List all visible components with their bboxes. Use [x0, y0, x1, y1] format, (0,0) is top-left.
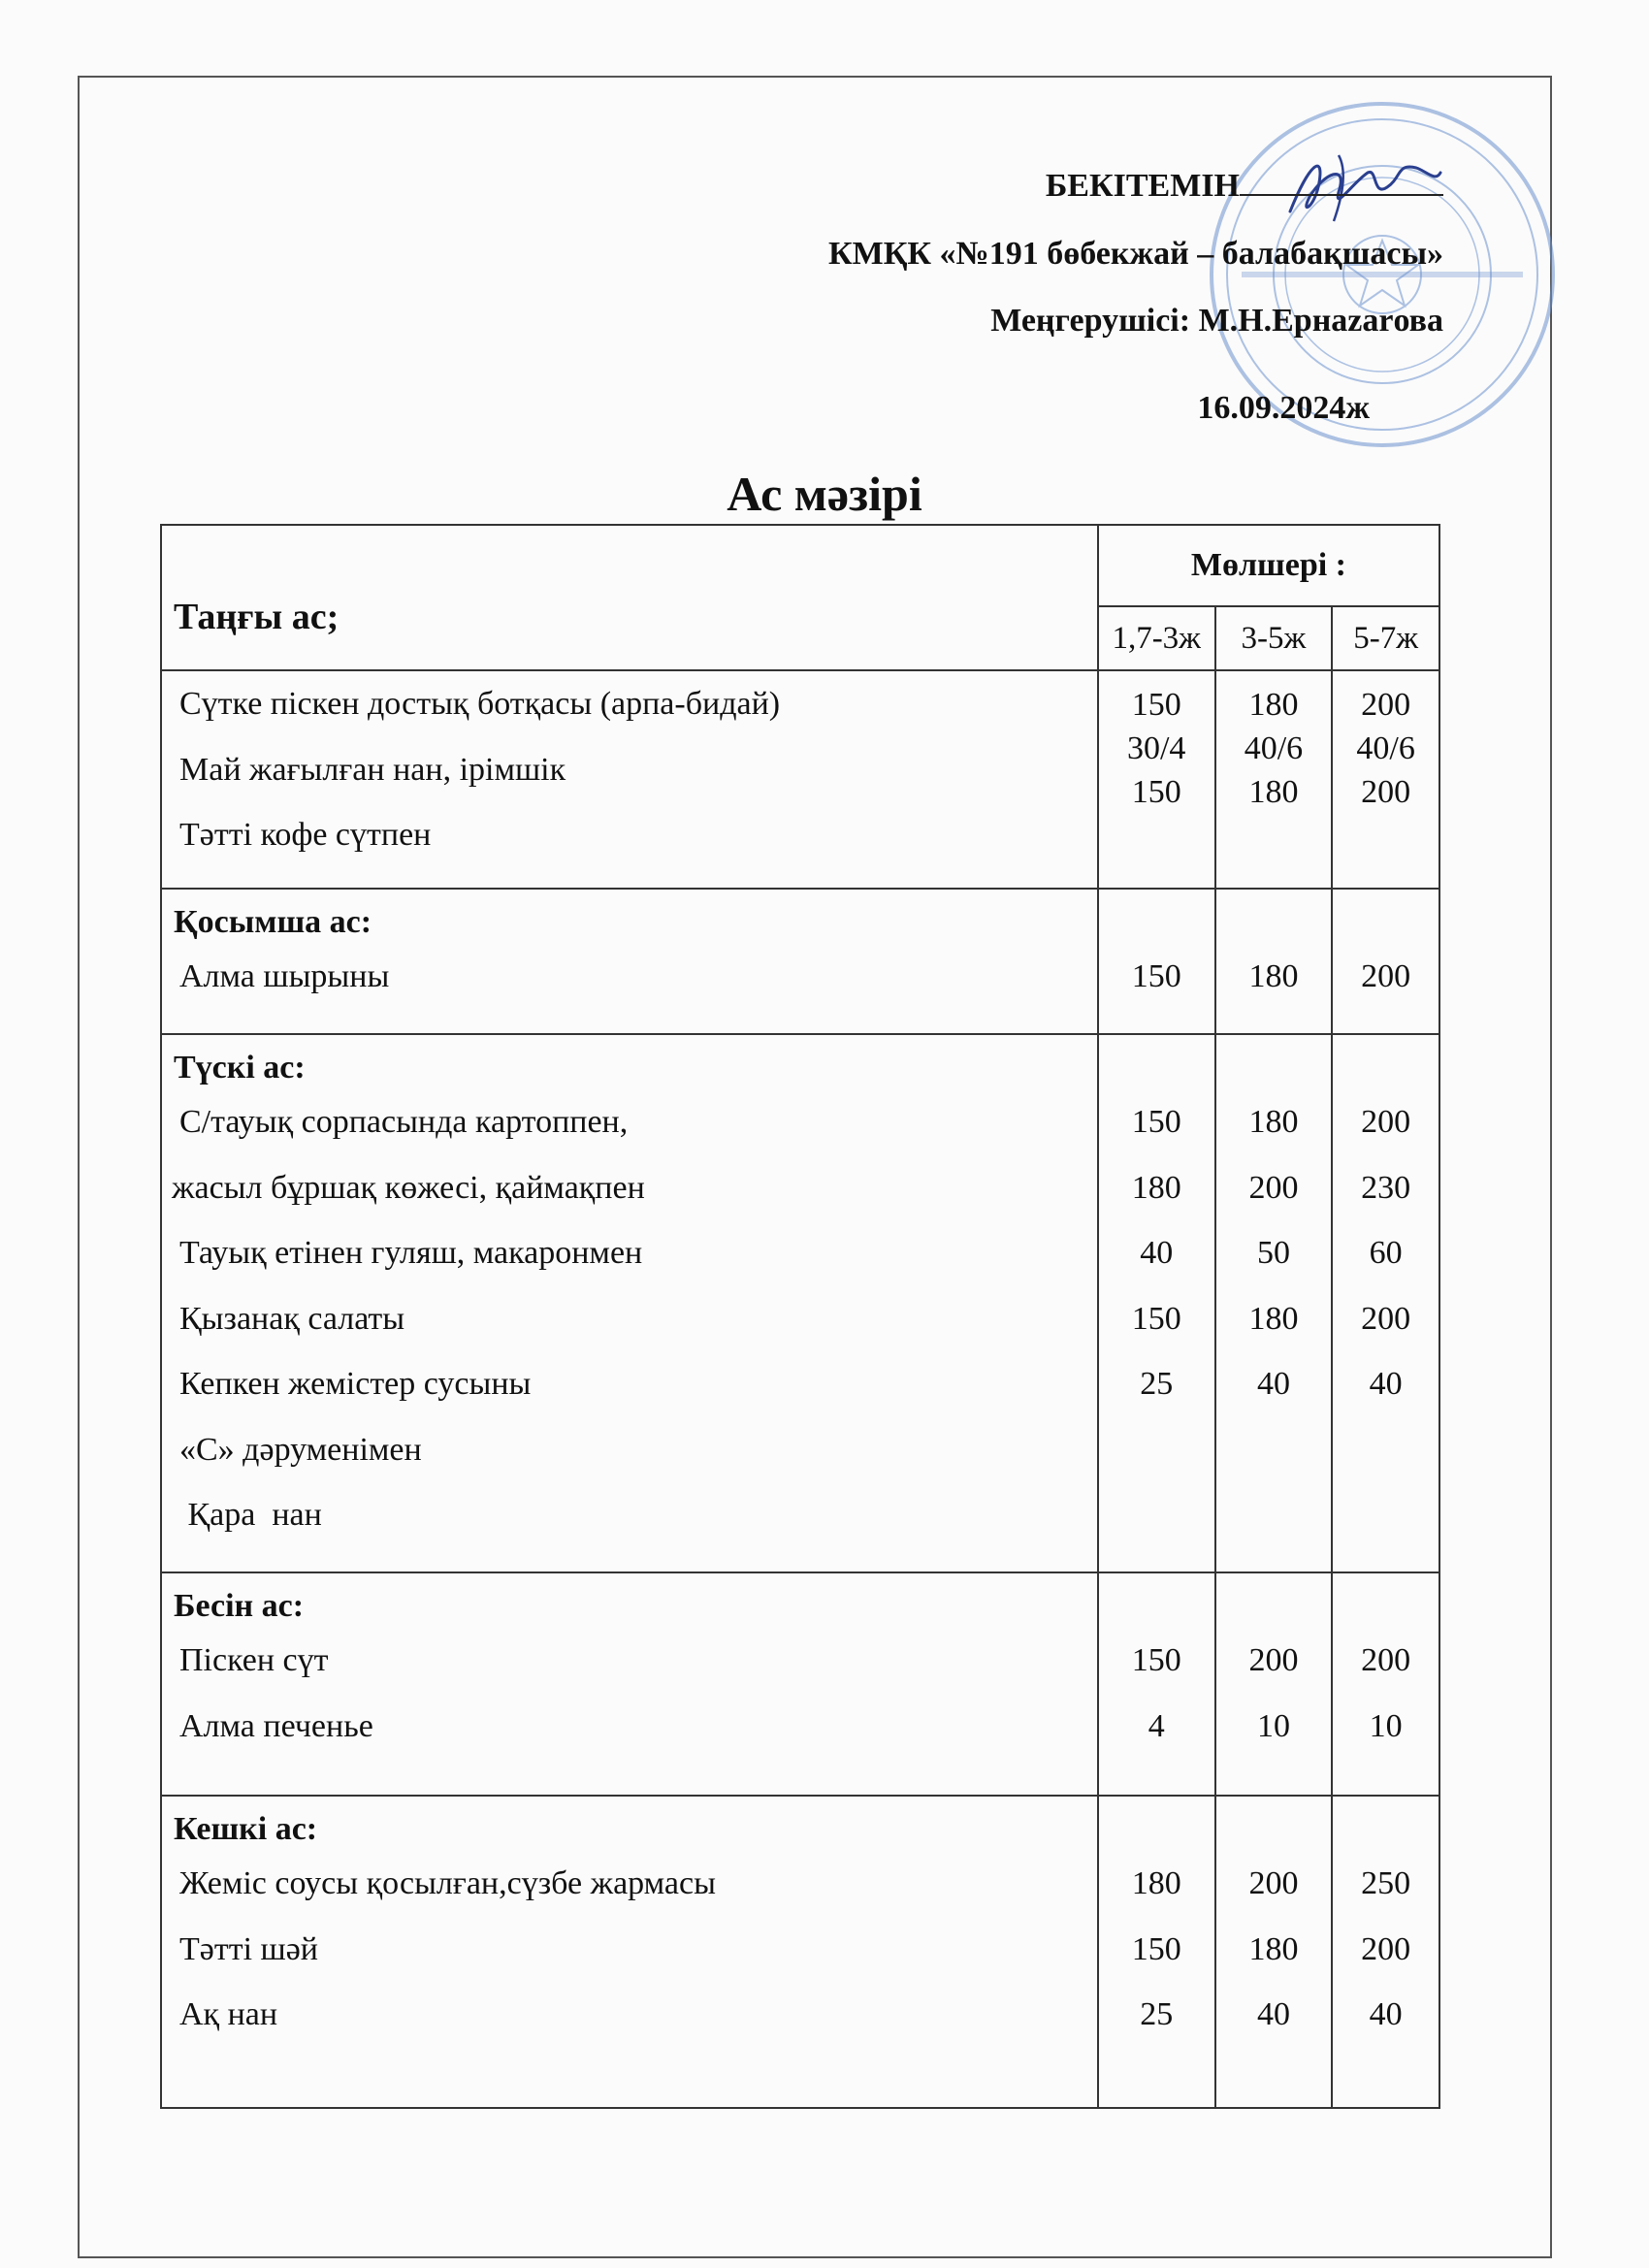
age-group-header: 3-5ж — [1215, 606, 1333, 670]
amount-value: 200 — [1248, 1642, 1299, 1678]
menu-item: Кепкен жемістер сусыны — [179, 1366, 532, 1402]
amount-column — [1098, 1572, 1215, 1796]
amount-value: 200 — [1248, 1865, 1299, 1901]
menu-item: «С» дәруменімен — [179, 1431, 422, 1468]
amount-column — [1098, 670, 1215, 889]
amount-column — [1215, 1572, 1333, 1796]
approve-line — [1046, 165, 1443, 205]
amount-column — [1098, 1796, 1215, 2108]
section-title: Қосымша ас: — [174, 904, 372, 940]
menu-item: Алма шырыны — [179, 958, 390, 994]
section-title: Бесін ас: — [174, 1588, 305, 1624]
section-items — [161, 670, 1098, 889]
amount-value: 180 — [1131, 1865, 1181, 1901]
menu-item: Тауық етінен гуляш, макаронмен — [179, 1235, 643, 1271]
amount-value: 230 — [1361, 1169, 1411, 1206]
menu-section-afternoon — [161, 1572, 1439, 1796]
amount-column — [1215, 889, 1333, 1034]
menu-item: Тәтті шәй — [179, 1930, 318, 1967]
organization-name: КМҚК «№191 бөбекжай – балабақшасы» — [828, 236, 1443, 272]
amount-value: 150 — [1131, 774, 1181, 810]
head-name: Меңгерушісі: М.Н.Ернazarова — [990, 303, 1443, 339]
amount-value: 180 — [1248, 1300, 1299, 1337]
menu-table — [160, 524, 1440, 2109]
amount-column — [1332, 1572, 1439, 1796]
section-title: Түскі ас: — [174, 1050, 306, 1085]
menu-item: Тәтті кофе сүтпен — [179, 817, 432, 853]
meal-header: Таңғы ас; — [161, 525, 1098, 670]
amount-column — [1332, 670, 1439, 889]
amount-value: 150 — [1131, 1930, 1181, 1967]
amount-value: 40 — [1256, 1996, 1290, 2032]
amount-value: 25 — [1140, 1996, 1174, 2032]
amount-value: 200 — [1361, 1930, 1411, 1967]
menu-section-lunch — [161, 1034, 1439, 1572]
amount-value: 40 — [1140, 1235, 1174, 1271]
amount-value: 250 — [1361, 1865, 1411, 1901]
amount-value: 180 — [1248, 687, 1299, 723]
age-group-header: 1,7-3ж — [1098, 606, 1215, 670]
amount-value: 40 — [1256, 1366, 1290, 1402]
amount-value: 180 — [1131, 1169, 1181, 1206]
amount-column — [1332, 1796, 1439, 2108]
amount-value: 40 — [1369, 1366, 1403, 1402]
amount-value: 150 — [1131, 687, 1181, 723]
amount-value: 150 — [1131, 1104, 1181, 1140]
amount-value: 200 — [1361, 774, 1411, 810]
amount-column — [1098, 1034, 1215, 1572]
amount-value: 180 — [1248, 958, 1299, 994]
menu-item: Қызанақ салаты — [179, 1300, 405, 1337]
amount-column — [1098, 889, 1215, 1034]
amount-value: 10 — [1369, 1707, 1403, 1744]
amount-value: 200 — [1248, 1169, 1299, 1206]
amount-column — [1215, 1796, 1333, 2108]
menu-section-snack — [161, 889, 1439, 1034]
menu-item: С/тауық сорпасында картоппен, — [179, 1104, 629, 1140]
section-items — [161, 1034, 1098, 1572]
amount-value: 200 — [1361, 687, 1411, 723]
menu-item: Піскен сүт — [179, 1642, 329, 1678]
menu-item: Май жағылған нан, ірімшік — [179, 751, 566, 788]
amount-value: 50 — [1256, 1235, 1290, 1271]
menu-section-breakfast — [161, 670, 1439, 889]
amount-column — [1332, 1034, 1439, 1572]
amount-value: 200 — [1361, 958, 1411, 994]
amount-value: 200 — [1361, 1300, 1411, 1337]
menu-item: Ақ нан — [179, 1996, 278, 2032]
page-title: Ас мәзірі — [727, 467, 922, 521]
signature-line — [1240, 165, 1443, 196]
menu-item: Қара нан — [179, 1497, 322, 1533]
amount-value: 30/4 — [1126, 730, 1186, 766]
amount-value: 60 — [1369, 1235, 1403, 1271]
amount-column — [1215, 670, 1333, 889]
amount-value: 40 — [1369, 1996, 1403, 2032]
amount-value: 200 — [1361, 1642, 1411, 1678]
menu-section-dinner — [161, 1796, 1439, 2108]
amount-value: 150 — [1131, 958, 1181, 994]
menu-item: жасыл бұршақ көжесі, қаймақпен — [172, 1169, 645, 1206]
amount-value: 180 — [1248, 1104, 1299, 1140]
amount-value: 150 — [1131, 1300, 1181, 1337]
section-items — [161, 1796, 1098, 2108]
approve-label: БЕКІТЕМІН — [1045, 168, 1240, 204]
section-items — [161, 1572, 1098, 1796]
amount-value: 40/6 — [1244, 730, 1304, 766]
amount-column — [1332, 889, 1439, 1034]
amount-value: 4 — [1148, 1707, 1165, 1744]
menu-item: Жеміс соусы қосылған,сүзбе жармасы — [179, 1865, 716, 1901]
amount-value: 180 — [1248, 1930, 1299, 1967]
age-group-header: 5-7ж — [1332, 606, 1439, 670]
menu-item: Алма печенье — [179, 1707, 373, 1744]
section-title: Кешкі ас: — [174, 1811, 318, 1847]
amount-value: 180 — [1248, 774, 1299, 810]
amount-value: 25 — [1140, 1366, 1174, 1402]
amount-column — [1215, 1034, 1333, 1572]
amount-value: 10 — [1256, 1707, 1290, 1744]
menu-item: Сүтке піскен достық ботқасы (арпа-бидай) — [179, 686, 781, 722]
amount-value: 150 — [1131, 1642, 1181, 1678]
amount-value: 200 — [1361, 1104, 1411, 1140]
amount-header: Мөлшері : — [1098, 525, 1439, 606]
amount-value: 40/6 — [1356, 730, 1415, 766]
approval-date: 16.09.2024ж — [1197, 390, 1370, 426]
section-items — [161, 889, 1098, 1034]
